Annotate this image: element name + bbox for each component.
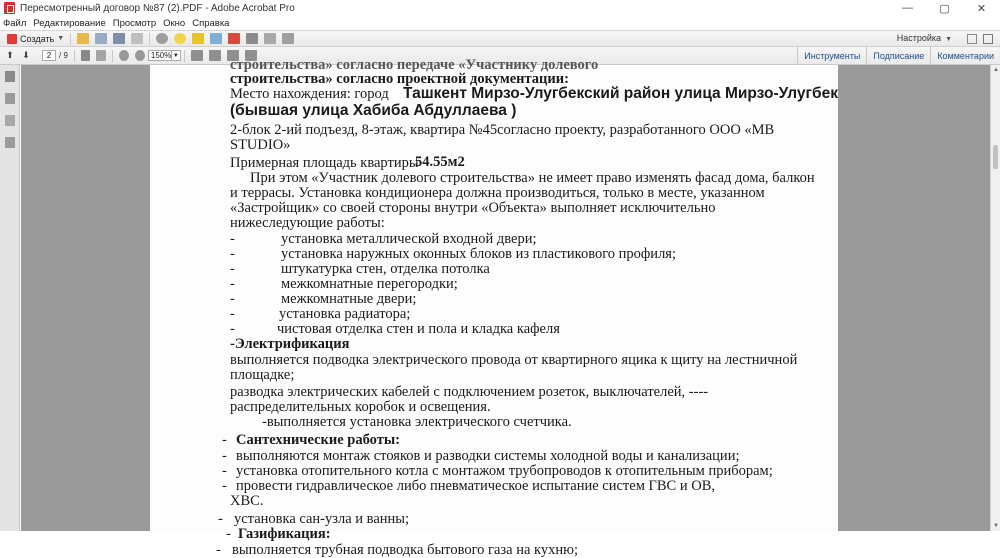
- settings-gear-icon[interactable]: [156, 33, 168, 44]
- doc-line-bold: строительства» согласно проектной документации:: [230, 71, 569, 87]
- doc-line: и террасы. Установка кондиционера должна производиться, только в месте, указанном: [230, 185, 765, 201]
- doc-line: разводка электрических кабелей с подключением розеток, выключателей, ----: [230, 384, 709, 400]
- select-cursor-icon[interactable]: [81, 50, 90, 61]
- zoom-page-icon[interactable]: [282, 33, 294, 44]
- scroll-up-icon[interactable]: ▲: [993, 67, 999, 73]
- page-content: [150, 57, 838, 558]
- toolbar-divider: [149, 33, 150, 45]
- section-heading: Сантехнические работы:: [236, 432, 401, 448]
- signatures-icon[interactable]: [5, 137, 15, 148]
- next-page-icon[interactable]: ⬇: [22, 50, 30, 60]
- menu-edit[interactable]: Редактирование: [33, 17, 106, 29]
- bookmarks-icon[interactable]: [5, 93, 15, 104]
- maximize-button[interactable]: ▢: [939, 2, 950, 15]
- fit-page-icon[interactable]: [191, 50, 203, 61]
- list-item: установка сан-узла и ванны;: [234, 511, 410, 527]
- list-dash: -: [230, 276, 235, 292]
- list-dash: -: [222, 448, 227, 464]
- create-button-label: Создать: [20, 33, 55, 44]
- cut-off-line: строительства» согласно передаче «Участнику долевого: [230, 57, 599, 73]
- list-dash: -: [222, 463, 227, 479]
- form-icon[interactable]: [246, 33, 258, 44]
- list-item: выполняется трубная подводка бытового газа на кухню;: [232, 542, 578, 558]
- list-item: установка металлической входной двери;: [281, 231, 537, 247]
- list-item: установка радиатора;: [279, 306, 411, 322]
- page-total: / 9: [59, 51, 68, 60]
- sign-pane-link[interactable]: Подписание: [866, 47, 930, 65]
- doc-line: «Застройщик» со своей стороны внутри «Объекта» выполняет исключительно: [230, 200, 716, 216]
- doc-line: распределительных коробок и освещения.: [230, 399, 491, 415]
- list-item: установка наружных оконных блоков из пластикового профиля;: [281, 246, 677, 262]
- list-dash: -: [230, 246, 235, 262]
- pdf-page: [150, 57, 838, 558]
- share-icon[interactable]: [210, 33, 222, 44]
- chevron-down-icon[interactable]: ▼: [172, 50, 181, 61]
- doc-line: Место нахождения: город: [230, 86, 389, 102]
- page-number-input[interactable]: 2: [42, 50, 56, 61]
- create-pdf-icon: [7, 34, 17, 44]
- section-heading: Газификация:: [238, 526, 331, 542]
- tools-pane-link[interactable]: Инструменты: [797, 47, 866, 65]
- previous-page-icon[interactable]: ⬆: [6, 50, 14, 60]
- chevron-down-icon: ▼: [945, 36, 952, 43]
- list-item: межкомнатные перегородки;: [281, 276, 458, 292]
- list-dash: -: [230, 231, 235, 247]
- fit-width-icon[interactable]: [209, 50, 221, 61]
- doc-area-value: 54.55м2: [415, 154, 465, 170]
- doc-address: Ташкент Мирзо-Улугбекский район улица Мирзо-Улугбек: [403, 85, 838, 102]
- chevron-down-icon: ▼: [57, 35, 65, 42]
- title-bar: [0, 0, 1000, 16]
- list-dash: -: [230, 306, 235, 322]
- customize-menu[interactable]: [897, 33, 952, 43]
- list-dash: -: [230, 291, 235, 307]
- doc-line: -выполняется установка электрического счетчика.: [262, 414, 572, 430]
- customize-label: Настройка: [896, 33, 942, 43]
- menu-view[interactable]: Просмотр: [112, 17, 157, 29]
- zoom-level-input[interactable]: 150%: [148, 50, 172, 61]
- expand-icon[interactable]: [967, 34, 977, 44]
- window-title: Пересмотренный договор №87 (2).PDF - Adobe Acrobat Pro: [20, 2, 295, 14]
- list-item: межкомнатные двери;: [281, 291, 417, 307]
- list-dash: -: [216, 542, 221, 558]
- tools-icon[interactable]: [264, 33, 276, 44]
- document-viewport[interactable]: [21, 57, 990, 558]
- comment-bubble-icon[interactable]: [174, 33, 186, 44]
- list-item: штукатурка стен, отделка потолка: [281, 261, 490, 277]
- list-dash: -: [218, 511, 223, 527]
- list-item: чистовая отделка стен и пола и кладка кафеля: [277, 321, 560, 337]
- email-icon[interactable]: [131, 33, 143, 44]
- menu-window[interactable]: Окно: [163, 17, 186, 29]
- create-button[interactable]: [4, 32, 67, 45]
- attachments-icon[interactable]: [5, 115, 15, 126]
- toolbar-divider: [184, 50, 185, 62]
- doc-line: ХВС.: [230, 493, 264, 509]
- hand-tool-icon[interactable]: [96, 50, 106, 61]
- acrobat-app-icon: [4, 2, 15, 14]
- menu-help[interactable]: Справка: [192, 17, 230, 29]
- list-dash: -: [222, 432, 227, 448]
- doc-line: При этом «Участник долевого строительства» не имеет право изменять фасад дома, балкон: [250, 170, 815, 186]
- zoom-out-icon[interactable]: [119, 50, 129, 61]
- doc-line: нижеследующие работы:: [230, 215, 385, 231]
- window-controls: [889, 0, 1000, 16]
- doc-line: STUDIO»: [230, 137, 291, 153]
- page-thumbnails-icon[interactable]: [5, 71, 15, 82]
- toolbar-divider: [112, 50, 113, 62]
- toolbar-divider: [74, 50, 75, 62]
- zoom-in-icon[interactable]: [135, 50, 145, 61]
- section-heading: -Электрификация: [230, 336, 350, 352]
- toolbar-divider: [70, 33, 71, 45]
- list-item: установка отопительного котла с монтажом трубопроводов к отопительным приборам;: [236, 463, 773, 479]
- sign-icon[interactable]: [228, 33, 240, 44]
- scrollbar-thumb[interactable]: [993, 145, 998, 169]
- close-button[interactable]: ✕: [976, 2, 987, 15]
- main-toolbar: [0, 30, 1000, 47]
- list-dash: -: [226, 526, 231, 542]
- navigation-pane: [0, 65, 20, 531]
- open-folder-icon[interactable]: [77, 33, 89, 44]
- task-panes: [797, 47, 1000, 65]
- doc-address-old: (бывшая улица Хабиба Абдуллаева ): [230, 102, 517, 119]
- menu-file[interactable]: Файл: [3, 17, 27, 29]
- list-dash: -: [230, 261, 235, 277]
- list-dash: -: [222, 478, 227, 494]
- save-icon[interactable]: [95, 33, 107, 44]
- doc-line: Примерная площадь квартиры: [230, 155, 419, 171]
- doc-line: площадке;: [230, 367, 295, 383]
- minimize-button[interactable]: —: [902, 2, 913, 14]
- scroll-down-icon[interactable]: ▼: [993, 523, 999, 529]
- list-item: провести гидравлическое либо пневматическое испытание систем ГВС и ОВ,: [236, 478, 716, 494]
- menu-bar: [0, 16, 1000, 30]
- vertical-scrollbar[interactable]: [990, 65, 1000, 531]
- comment-pane-link[interactable]: Комментарии: [930, 47, 1000, 65]
- read-mode-icon[interactable]: [983, 34, 993, 44]
- list-dash: -: [230, 321, 235, 337]
- highlight-icon[interactable]: [192, 33, 204, 44]
- doc-line: 2-блок 2-ий подъезд, 8-этаж, квартира №45согласно проекту, разработанного ООО «МВ: [230, 122, 775, 138]
- print-icon[interactable]: [113, 33, 125, 44]
- list-item: выполняются монтаж стояков и разводки системы холодной воды и канализации;: [236, 448, 740, 464]
- doc-line: выполняется подводка электрического провода от квартирного яцика к щиту на лестничной: [230, 352, 798, 368]
